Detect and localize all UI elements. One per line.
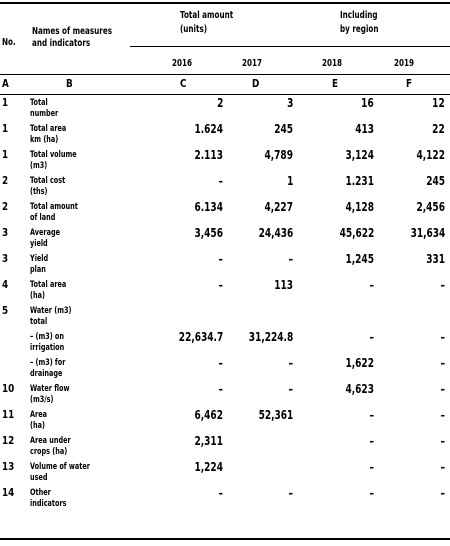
row-value-3: 4,623 (345, 382, 374, 396)
row-value-3: – (369, 460, 374, 474)
row-value-3: 45,622 (339, 226, 374, 240)
row-value-1: 2,311 (194, 434, 223, 448)
row-name-line: – (m3) for (30, 358, 66, 368)
row-value-3: – (369, 486, 374, 500)
row-number: 1 (2, 122, 9, 135)
row-value-2: 52,361 (258, 408, 293, 422)
header-sub-col3: 2016 (172, 58, 193, 69)
row-name-line: – (m3) on (30, 332, 65, 342)
row-value-1: – (218, 382, 223, 396)
row-value-2: 4,227 (264, 200, 293, 214)
row-name (30, 202, 101, 224)
top-rule (0, 2, 450, 4)
row-name (30, 98, 101, 120)
row-name-line: (hа) (30, 421, 45, 431)
row-value-2: – (288, 486, 293, 500)
group-subrule (130, 46, 450, 47)
row-name (30, 124, 101, 146)
row-value-4: – (440, 460, 445, 474)
bottom-rule (0, 538, 450, 540)
row-value-1: 1,224 (194, 460, 223, 474)
row-value-4: – (440, 278, 445, 292)
header-rule (0, 74, 450, 75)
row-value-4: 22 (432, 122, 445, 136)
row-name-line: km (hа) (30, 135, 59, 145)
row-name-line: crops (ha) (30, 447, 68, 457)
row-name (30, 280, 101, 302)
row-value-1: 6.134 (194, 200, 223, 214)
row-value-3: 413 (355, 122, 374, 136)
row-name-line: (m3) (30, 161, 48, 171)
row-value-3: 4,128 (345, 200, 374, 214)
row-name (30, 228, 101, 250)
row-name-line: of land (30, 213, 56, 223)
row-value-2: – (288, 356, 293, 370)
row-value-1: – (218, 252, 223, 266)
row-name-line: drainage (30, 369, 63, 379)
row-value-4: – (440, 356, 445, 370)
row-value-3: – (369, 408, 374, 422)
row-name (30, 384, 101, 406)
row-name-line: (m3/s) (30, 395, 54, 405)
row-name (30, 410, 101, 432)
row-value-4: – (440, 330, 445, 344)
row-value-3: 1.231 (345, 174, 374, 188)
row-value-2: 4,789 (264, 148, 293, 162)
row-value-1: – (218, 174, 223, 188)
row-value-2: 24,436 (258, 226, 293, 240)
row-name-line: (ths) (30, 187, 48, 197)
row-name (30, 254, 101, 276)
row-name-line: Other (30, 488, 51, 498)
row-value-2: 31,224.8 (248, 330, 293, 344)
header-group1-line2: (units) (180, 24, 208, 35)
row-value-4: 245 (426, 174, 445, 188)
row-number: 2 (2, 174, 9, 187)
row-name-line: number (30, 109, 59, 119)
row-name-line: Total cost (30, 176, 66, 186)
row-name-line: Area under (30, 436, 71, 446)
row-value-1: 2 (216, 96, 223, 110)
row-value-1: 2.113 (194, 148, 223, 162)
row-value-4: 2,456 (416, 200, 445, 214)
row-number: 10 (2, 382, 15, 395)
row-name (30, 436, 101, 458)
header-name-line1: Names of measures (32, 26, 113, 37)
units-col6: F (406, 77, 413, 90)
row-number: 14 (2, 486, 15, 499)
row-name-line: used (30, 473, 48, 483)
row-name (30, 150, 101, 172)
row-number: 13 (2, 460, 15, 473)
row-value-1: 1.624 (194, 122, 223, 136)
row-name-line: Total area (30, 280, 67, 290)
row-name-line: Volume of water (30, 462, 90, 472)
row-name (30, 462, 101, 484)
row-value-1: – (218, 278, 223, 292)
row-value-1: – (218, 486, 223, 500)
row-value-1: 22,634.7 (178, 330, 223, 344)
row-name-line: Water (m3) (30, 306, 72, 316)
row-value-2: – (288, 382, 293, 396)
header-sub-col4: 2017 (242, 58, 263, 69)
row-name-line: yield (30, 239, 48, 249)
row-value-3: 1,245 (345, 252, 374, 266)
header-no: Nо. (2, 37, 16, 48)
row-name-line: Water flow (30, 384, 70, 394)
header-group1-line1: Total amount (180, 10, 234, 21)
row-name-line: plan (30, 265, 46, 275)
units-col1: A (2, 77, 9, 90)
row-number: 1 (2, 96, 9, 109)
row-number: 1 (2, 148, 9, 161)
row-number: 12 (2, 434, 15, 447)
units-rule (0, 94, 450, 95)
row-value-4: 12 (432, 96, 445, 110)
row-value-1: – (218, 356, 223, 370)
header-group2-line1: Including (340, 10, 378, 21)
row-value-4: 4,122 (416, 148, 445, 162)
row-number: 11 (2, 408, 15, 421)
row-name (30, 306, 101, 328)
row-value-4: – (440, 408, 445, 422)
units-col4: D (252, 77, 260, 90)
row-value-4: – (440, 486, 445, 500)
row-name-line: Total area (30, 124, 67, 134)
row-value-1: 6,462 (194, 408, 223, 422)
header-name-line2: and indicators (32, 38, 91, 49)
row-value-2: 3 (286, 96, 293, 110)
row-value-3: 1,622 (345, 356, 374, 370)
row-number: 4 (2, 278, 9, 291)
row-value-3: 16 (361, 96, 374, 110)
header-sub-col5: 2018 (322, 58, 343, 69)
row-name-line: Total volume (30, 150, 77, 160)
row-name-line: irrigation (30, 343, 65, 353)
row-number: 3 (2, 252, 9, 265)
units-col5: E (332, 77, 339, 90)
row-name-line: (hа) (30, 291, 45, 301)
row-value-2: 113 (274, 278, 293, 292)
row-number: 3 (2, 226, 9, 239)
row-value-1: 3,456 (194, 226, 223, 240)
row-value-4: 31,634 (410, 226, 445, 240)
row-name (30, 176, 101, 198)
header-sub-col6: 2019 (394, 58, 415, 69)
row-number: 5 (2, 304, 9, 317)
row-name-line: Total (30, 98, 48, 108)
row-value-3: 3,124 (345, 148, 374, 162)
row-name-line: Average (30, 228, 61, 238)
units-col2: B (66, 77, 73, 90)
row-value-3: – (369, 434, 374, 448)
units-col3: C (180, 77, 187, 90)
row-number: 2 (2, 200, 9, 213)
row-value-4: 331 (426, 252, 445, 266)
row-value-3: – (369, 278, 374, 292)
row-name (30, 358, 101, 380)
row-name-line: Area (30, 410, 47, 420)
row-value-4: – (440, 434, 445, 448)
row-name-line: indicators (30, 499, 67, 509)
row-value-3: – (369, 330, 374, 344)
row-name-line: total (30, 317, 48, 327)
row-name-line: Yield (30, 254, 49, 264)
row-value-2: – (288, 252, 293, 266)
row-name (30, 332, 101, 354)
row-value-2: 245 (274, 122, 293, 136)
row-name (30, 488, 101, 510)
row-value-4: – (440, 382, 445, 396)
header-group2-line2: by region (340, 24, 379, 35)
row-name-line: Total amount (30, 202, 78, 212)
row-value-2: 1 (286, 174, 293, 188)
